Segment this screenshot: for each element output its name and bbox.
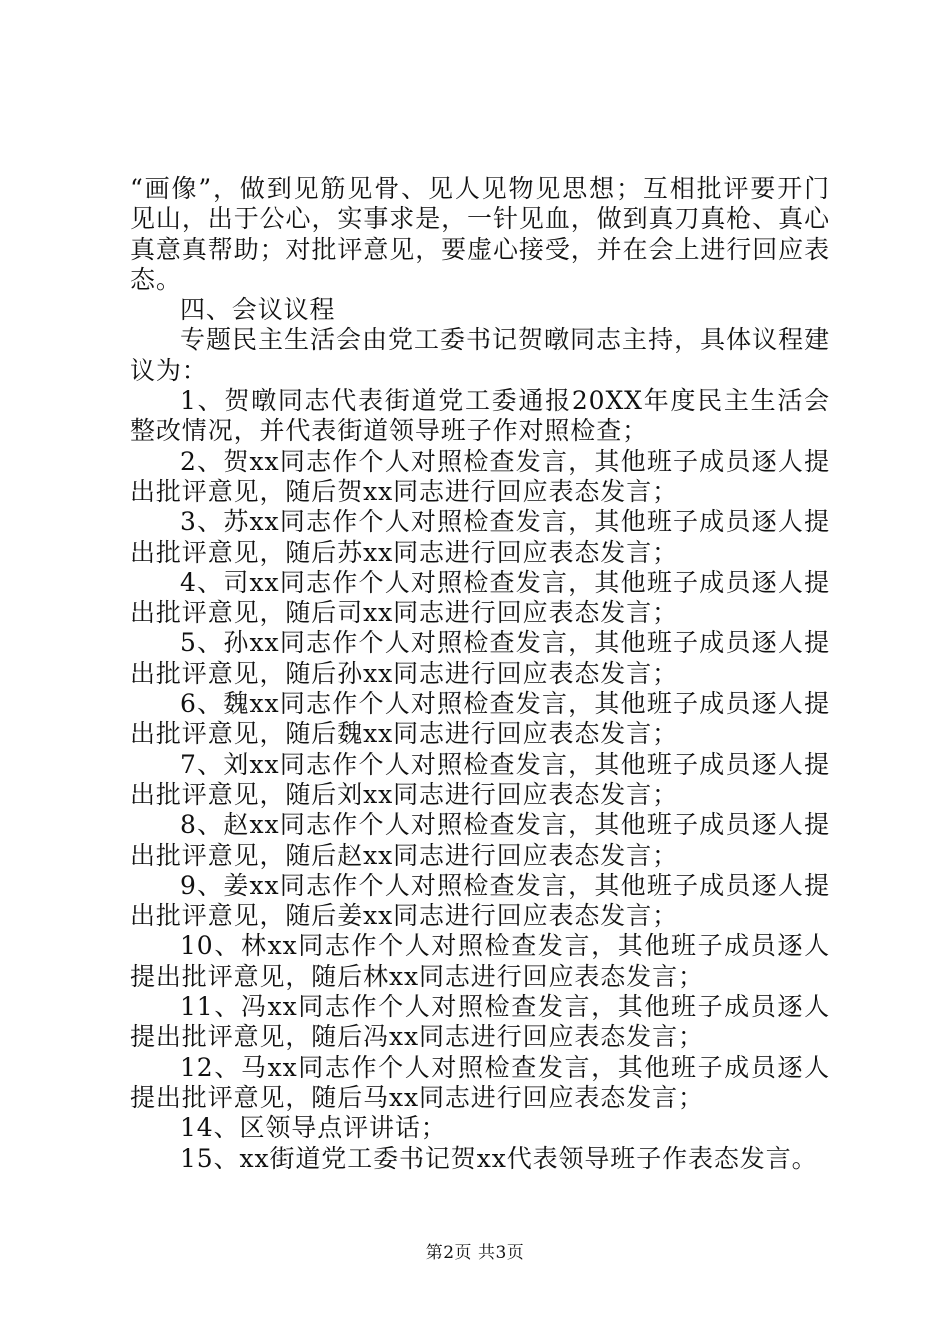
- agenda-item-2: 2、贺xx同志作个人对照检查发言，其他班子成员逐人提出批评意见，随后贺xx同志进行回应表态发言；: [130, 446, 830, 506]
- section-heading-agenda: 四、会议议程: [180, 295, 336, 325]
- agenda-item-10: 10、林xx同志作个人对照检查发言，其他班子成员逐人提出批评意见，随后林xx同志进行回应表态发言；: [130, 931, 830, 991]
- agenda-item-14: 14、区领导点评讲话；: [180, 1113, 447, 1143]
- agenda-item-15: 15、xx街道党工委书记贺xx代表领导班子作表态发言。: [180, 1143, 818, 1173]
- agenda-item-11: 11、冯xx同志作个人对照检查发言，其他班子成员逐人提出批评意见，随后冯xx同志进行回应表态发言；: [130, 992, 830, 1052]
- agenda-item-4: 4、司xx同志作个人对照检查发言，其他班子成员逐人提出批评意见，随后司xx同志进行回应表态发言；: [130, 567, 830, 628]
- page-number-footer: 第2页 共3页: [425, 1243, 525, 1263]
- document-body: [130, 174, 830, 1174]
- agenda-item-8: 8、赵xx同志作个人对照检查发言，其他班子成员逐人提出批评意见，随后赵xx同志进行回应表态发言；: [130, 810, 830, 870]
- agenda-item-6: 6、魏xx同志作个人对照检查发言，其他班子成员逐人提出批评意见，随后魏xx同志进行回应表态发言；: [130, 689, 830, 749]
- agenda-item-5: 5、孙xx同志作个人对照检查发言，其他班子成员逐人提出批评意见，随后孙xx同志进行回应表态发言；: [130, 628, 830, 688]
- paragraph-continuation: “画像”，做到见筋见骨、见人见物见思想；互相批评要开门见山，出于公心，实事求是，一针见血，做到真刀真枪、真心真意真帮助；对批评意见，要虚心接受，并在会上进行回应表态。: [130, 174, 830, 294]
- agenda-item-3: 3、苏xx同志作个人对照检查发言，其他班子成员逐人提出批评意见，随后苏xx同志进行回应表态发言；: [130, 507, 830, 567]
- agenda-item-12: 12、马xx同志作个人对照检查发言，其他班子成员逐人提出批评意见，随后马xx同志进行回应表态发言；: [130, 1052, 830, 1112]
- agenda-item-7: 7、刘xx同志作个人对照检查发言，其他班子成员逐人提出批评意见，随后刘xx同志进行回应表态发言；: [130, 749, 830, 809]
- agenda-item-9: 9、姜xx同志作个人对照检查发言，其他班子成员逐人提出批评意见，随后姜xx同志进行回应表态发言；: [130, 870, 830, 931]
- agenda-item-1: 1、贺暾同志代表街道党工委通报20XX年度民主生活会整改情况，并代表街道领导班子作对照检查；: [130, 386, 830, 446]
- paragraph-intro: 专题民主生活会由党工委书记贺暾同志主持，具体议程建议为：: [130, 325, 830, 385]
